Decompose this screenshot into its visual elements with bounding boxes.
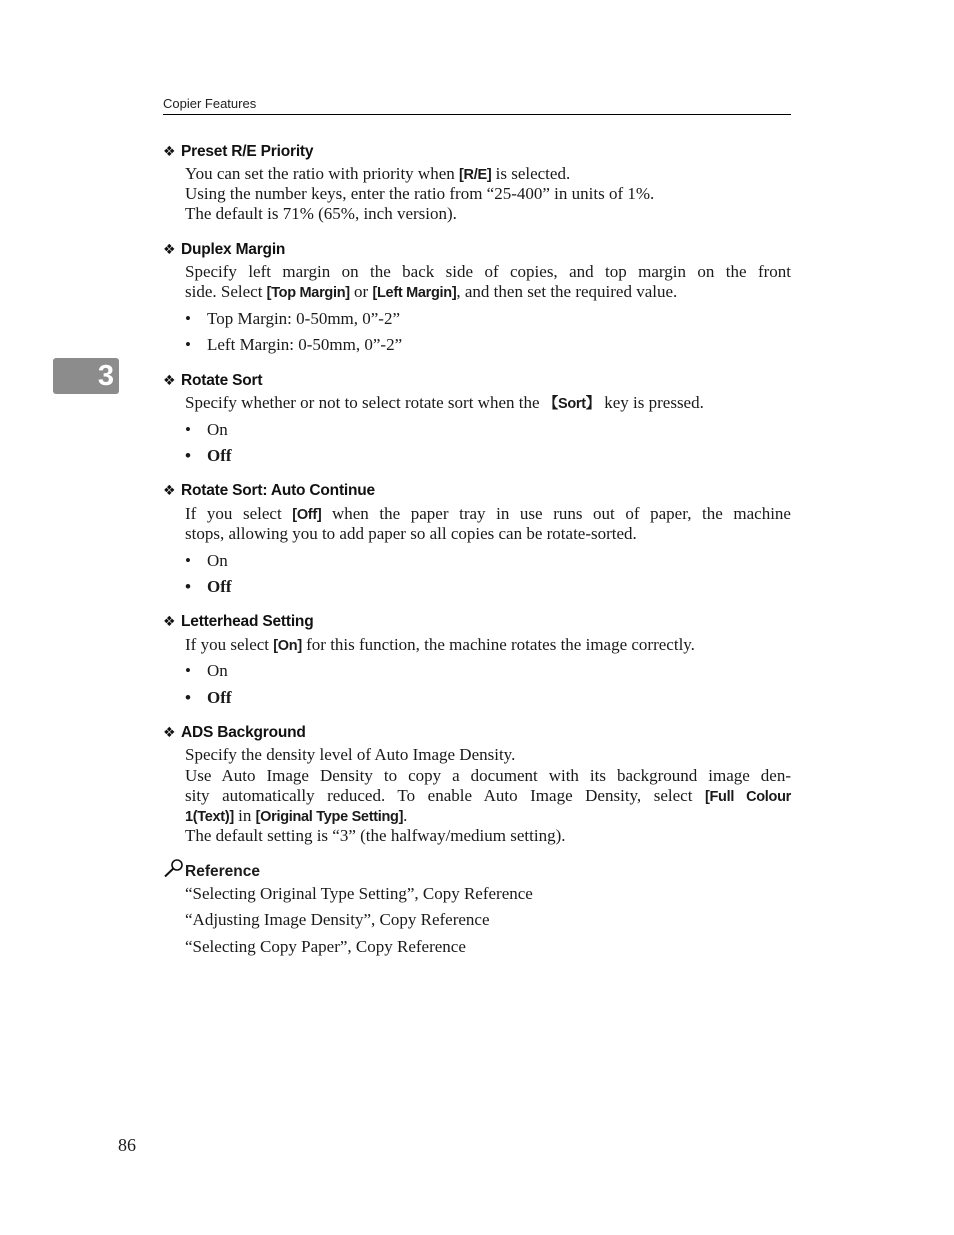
reference-item: “Selecting Copy Paper”, Copy Reference	[185, 937, 466, 956]
section-title: ADS Background	[181, 724, 306, 741]
text: Specify whether or not to select rotate sort when the	[185, 393, 544, 412]
text: If you select	[185, 635, 274, 654]
list-item-text: Left Margin: 0-50mm, 0”-2”	[207, 335, 403, 354]
section-heading-ads	[163, 724, 306, 742]
section-title: Rotate Sort: Auto Continue	[181, 482, 375, 499]
key-label: [Original Type Setting]	[255, 809, 404, 825]
list-item: • On	[185, 661, 228, 680]
text: or	[349, 282, 373, 301]
list-item: • On	[185, 420, 228, 439]
paragraph-line	[185, 282, 677, 303]
diamond-icon: ❖	[163, 372, 176, 388]
paragraph-line: The default is 71% (65%, inch version).	[185, 204, 457, 223]
list-item-text: Off	[207, 446, 232, 465]
text: when the paper tray in use runs out of paper, the machine	[321, 504, 791, 523]
list-item-text: Off	[207, 577, 232, 596]
list-item-text: On	[207, 661, 228, 680]
page-number: 86	[118, 1135, 136, 1155]
diamond-icon: ❖	[163, 613, 176, 629]
section-title: Preset R/E Priority	[181, 143, 314, 160]
list-item-text: On	[207, 551, 228, 570]
paragraph-line: stops, allowing you to add paper so all copies can be rotate-sorted.	[185, 524, 637, 543]
text: If you select	[185, 504, 293, 523]
paragraph-line	[185, 504, 791, 525]
list-item: • On	[185, 551, 228, 570]
header-label: Copier Features	[163, 96, 257, 111]
list-item: • Top Margin: 0-50mm, 0”-2”	[185, 309, 401, 328]
paragraph-line: Specify the density level of Auto Image Density.	[185, 745, 516, 764]
paragraph-line: Use Auto Image Density to copy a document with its background image den-	[185, 766, 791, 785]
section-title: Letterhead Setting	[181, 613, 314, 630]
text: You can set the ratio with priority when	[185, 164, 460, 183]
key-label: [On]	[273, 638, 302, 654]
paragraph-line	[185, 635, 695, 656]
list-item: • Off	[185, 446, 232, 465]
list-item: • Left Margin: 0-50mm, 0”-2”	[185, 335, 403, 354]
text: key is pressed.	[599, 393, 704, 412]
section-heading-letterhead	[163, 613, 313, 631]
paragraph-line	[185, 806, 407, 827]
reference-title: Reference	[185, 863, 260, 880]
list-item: • Off	[185, 577, 232, 596]
section-heading-preset	[163, 143, 313, 161]
diamond-icon: ❖	[163, 143, 176, 159]
magnifier-icon	[163, 863, 185, 880]
text: is selected.	[491, 164, 571, 183]
diamond-icon: ❖	[163, 482, 176, 498]
key-label: [R/E]	[459, 167, 492, 183]
text: for this function, the machine rotates the image correctly.	[301, 635, 695, 654]
paragraph-line	[185, 164, 570, 185]
section-heading-rotate-sort	[163, 372, 262, 390]
list-item-text: Off	[207, 688, 232, 707]
text: side. Select	[185, 282, 267, 301]
paragraph-line: Using the number keys, enter the ratio from “25-400” in units of 1%.	[185, 184, 655, 203]
diamond-icon: ❖	[163, 724, 176, 740]
text: , and then set the required value.	[456, 282, 678, 301]
paragraph-line: The default setting is “3” (the halfway/medium setting).	[185, 826, 566, 845]
paragraph-line: Specify left margin on the back side of copies, and top margin on the front	[185, 262, 791, 281]
reference-item: “Selecting Original Type Setting”, Copy Reference	[185, 884, 533, 903]
paragraph-line	[185, 786, 791, 807]
section-title: Rotate Sort	[181, 372, 263, 389]
key-label: [Full Colour	[704, 789, 791, 805]
paragraph-line	[185, 393, 704, 414]
chapter-tab: 3	[53, 358, 119, 394]
key-label: [Top Margin]	[266, 285, 350, 301]
text: in	[233, 806, 256, 825]
key-label: 【Sort】	[543, 396, 600, 412]
key-label: 1(Text)]	[185, 809, 234, 825]
section-title: Duplex Margin	[181, 241, 286, 258]
key-label: [Left Margin]	[372, 285, 457, 301]
reference-item: “Adjusting Image Density”, Copy Reference	[185, 910, 490, 929]
list-item-text: On	[207, 420, 228, 439]
section-heading-rotate-auto	[163, 482, 375, 500]
section-heading-duplex	[163, 241, 285, 259]
reference-heading	[163, 858, 260, 881]
text: sity automatically reduced. To enable Auto Image Density, select	[185, 786, 705, 805]
key-label: [Off]	[292, 507, 322, 523]
header-rule	[163, 114, 791, 115]
text: .	[403, 806, 408, 825]
diamond-icon: ❖	[163, 241, 176, 257]
list-item-text: Top Margin: 0-50mm, 0”-2”	[207, 309, 401, 328]
list-item: • Off	[185, 688, 232, 707]
